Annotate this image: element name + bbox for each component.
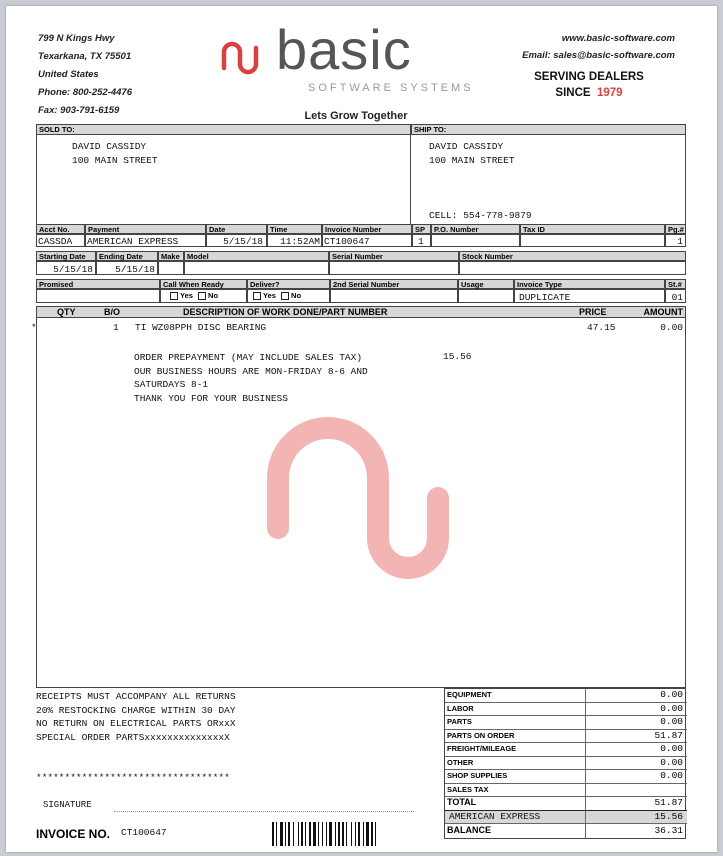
barcode-bar (298, 822, 299, 846)
store-cell (665, 289, 686, 303)
tax-id-cell (520, 234, 665, 247)
note-line: THANK YOU FOR YOUR BUSINESS (134, 392, 288, 404)
serving-text: SERVING DEALERS (534, 71, 644, 83)
make-label: Make (158, 251, 184, 261)
stock-number-cell (459, 261, 686, 275)
barcode-bar (355, 822, 356, 846)
deliver-label: Deliver? (247, 279, 330, 289)
cwr-no-checkbox[interactable] (198, 292, 206, 300)
barcode-bar (288, 822, 290, 846)
cwr-yes-label: Yes (180, 291, 193, 300)
ship-to-street: 100 MAIN STREET (429, 155, 515, 166)
note-line: SATURDAYS 8-1 (134, 379, 209, 390)
date-cell (206, 234, 267, 247)
deliver-no-checkbox[interactable] (281, 292, 289, 300)
barcode-bar (326, 822, 327, 846)
address-line: United States (38, 69, 99, 80)
ending-date-value: 5/15/18 (115, 264, 155, 275)
barcode-bar (318, 822, 319, 846)
logo-icon (220, 38, 260, 78)
total-row-label: SHOP SUPPLIES (447, 771, 508, 780)
model-label: Model (184, 251, 329, 261)
note-line: OUR BUSINESS HOURS ARE MON-FRIDAY 8-6 AND (134, 365, 368, 377)
barcode-bar (285, 822, 286, 846)
promised-cell (36, 289, 160, 303)
description-header: DESCRIPTION OF WORK DONE/PART NUMBER (183, 307, 388, 317)
total-row-value: 0.00 (660, 743, 683, 754)
total-row-value: 0.00 (660, 716, 683, 727)
second-serial-cell (330, 289, 458, 303)
watermark-logo-icon (263, 413, 453, 613)
balance-row (445, 824, 687, 839)
logo-subtitle: SOFTWARE SYSTEMS (308, 82, 474, 94)
deliver-yes-label: Yes (263, 291, 276, 300)
signature-label: SIGNATURE (43, 800, 92, 810)
address-line: 799 N Kings Hwy (38, 33, 115, 44)
make-cell (158, 261, 184, 275)
policy-line: SPECIAL ORDER PARTSxxxxxxxxxxxxxxX (36, 731, 230, 743)
invoice-number-value: CT100647 (324, 236, 370, 247)
cwr-no-label: No (208, 291, 219, 300)
date-value: 5/15/18 (223, 236, 263, 247)
total-row (445, 743, 687, 757)
barcode-bar (358, 822, 360, 846)
invoice-number-label: Invoice Number (322, 224, 412, 234)
po-label: P.O. Number (431, 224, 520, 234)
total-row (445, 703, 687, 717)
page-label: Pg.# (665, 224, 686, 234)
barcode-bar (301, 822, 303, 846)
signature-line[interactable] (114, 811, 414, 812)
total-row-label: LABOR (447, 703, 474, 713)
barcode-bar (313, 822, 316, 846)
barcode-bar (276, 822, 277, 846)
amount-header: AMOUNT (643, 307, 683, 317)
usage-cell (458, 289, 514, 303)
total-row-label: SALES TAX (447, 784, 489, 794)
barcode-bar (335, 822, 336, 846)
company-contact (522, 30, 675, 64)
store-label: St.# (665, 279, 686, 289)
total-row (445, 784, 687, 798)
total-row (445, 730, 687, 744)
star-line: ********************************** (36, 772, 230, 783)
barcode-bar (375, 822, 376, 846)
sold-to-header: SOLD TO: (36, 124, 411, 135)
item-description: TI WZ08PPH DISC BEARING (135, 322, 267, 333)
payment-value: AMERICAN EXPRESS (87, 236, 179, 247)
item-mark: * (31, 322, 37, 333)
time-value: 11:52AM (280, 236, 320, 247)
sold-to-box (36, 134, 411, 228)
barcode-bar (293, 822, 294, 846)
stock-number-label: Stock Number (459, 251, 686, 261)
table-row (31, 322, 685, 334)
sp-label: SP (412, 224, 431, 234)
invoice-number-cell (322, 234, 412, 247)
total-row (445, 770, 687, 784)
ending-date-cell (96, 261, 158, 275)
prepayment-amount: 15.56 (443, 351, 472, 362)
payment-amount: 15.56 (654, 810, 683, 822)
payment-row (445, 811, 687, 825)
barcode (272, 822, 442, 846)
invoice-type-cell (514, 289, 665, 303)
balance-label: BALANCE (447, 825, 491, 835)
invoice-type-value: DUPLICATE (519, 292, 571, 303)
acct-value: CASSDA (38, 236, 73, 247)
second-serial-label: 2nd Serial Number (330, 279, 458, 289)
qty-header: QTY (57, 307, 76, 317)
barcode-bar (366, 822, 369, 846)
invoice-page (6, 6, 717, 852)
invoice-no-label: INVOICE NO. (36, 827, 111, 841)
total-row-value: 51.87 (654, 729, 683, 741)
sold-to-street: 100 MAIN STREET (72, 155, 158, 166)
time-cell (267, 234, 322, 247)
total-row (445, 716, 687, 730)
total-row (445, 689, 687, 703)
barcode-bar (322, 822, 323, 846)
call-when-ready-label: Call When Ready (160, 279, 247, 289)
grand-total-row (445, 797, 687, 811)
invoice-type-label: Invoice Type (514, 279, 665, 289)
total-row-label: FREIGHT/MILEAGE (447, 744, 517, 753)
time-label: Time (267, 224, 322, 234)
acct-label: Acct No. (36, 224, 85, 234)
date-label: Date (206, 224, 267, 234)
tagline: Lets Grow Together (304, 110, 408, 122)
total-row-label: OTHER (447, 757, 474, 767)
barcode-bar (272, 822, 274, 846)
website-link[interactable]: www.basic-software.com (561, 33, 675, 44)
total-row-value: 0.00 (660, 770, 683, 781)
company-address (38, 30, 132, 120)
ship-to-box (410, 134, 686, 228)
policy-line: NO RETURN ON ELECTRICAL PARTS ORxxX (36, 718, 236, 729)
grand-total-label: TOTAL (447, 797, 477, 807)
fax: Fax: 903-791-6159 (38, 105, 120, 116)
total-row-label: PARTS (447, 717, 472, 726)
barcode-bar (363, 822, 364, 846)
item-price: 47.15 (587, 322, 616, 333)
ending-date-label: Ending Date (96, 251, 158, 261)
payment-method-label: AMERICAN EXPRESS (449, 810, 541, 822)
deliver-yes-checkbox[interactable] (253, 292, 261, 300)
since-year: 1979 (596, 87, 623, 99)
email-link[interactable]: Email: sales@basic-software.com (522, 50, 675, 61)
policy-line: RECEIPTS MUST ACCOMPANY ALL RETURNS (36, 691, 236, 702)
usage-label: Usage (458, 279, 514, 289)
cwr-yes-checkbox[interactable] (170, 292, 178, 300)
barcode-bar (329, 822, 332, 846)
tax-id-label: Tax ID (520, 224, 665, 234)
policy-line: 20% RESTOCKING CHARGE WITHIN 30 DAY (36, 704, 236, 716)
sp-cell (412, 234, 431, 247)
barcode-bar (351, 822, 352, 846)
serving-dealers (514, 69, 664, 101)
phone: Phone: 800-252-4476 (38, 87, 132, 98)
po-cell (431, 234, 520, 247)
serial-number-label: Serial Number (329, 251, 459, 261)
barcode-bar (280, 822, 283, 846)
balance-value: 36.31 (654, 825, 683, 836)
ship-to-header: SHIP TO: (411, 124, 686, 135)
page-value: 1 (677, 236, 683, 247)
acct-cell (36, 234, 85, 247)
barcode-bar (338, 822, 340, 846)
barcode-bar (309, 822, 311, 846)
ship-to-cell: CELL: 554-778-9879 (429, 210, 532, 221)
price-header: PRICE (579, 307, 607, 317)
note-line: ORDER PREPAYMENT (MAY INCLUDE SALES TAX) (134, 352, 363, 363)
starting-date-label: Starting Date (36, 251, 96, 261)
logo-wordmark: basic (276, 18, 412, 81)
sold-to-name: DAVID CASSIDY (72, 141, 147, 152)
since-text: SINCE (555, 87, 591, 99)
bo-header: B/O (104, 307, 121, 317)
sp-value: 1 (418, 236, 424, 247)
barcode-bar (305, 822, 306, 846)
grand-total-value: 51.87 (654, 797, 683, 808)
totals-box (444, 688, 686, 839)
call-when-ready-cell (160, 289, 247, 303)
item-qty: 1 (113, 322, 119, 333)
barcode-bar (342, 822, 344, 846)
return-policy (36, 690, 236, 744)
invoice-notes (134, 351, 368, 405)
total-row-label: PARTS ON ORDER (447, 730, 515, 740)
promised-label: Promised (36, 279, 160, 289)
address-line: Texarkana, TX 75501 (38, 51, 132, 62)
ship-to-name: DAVID CASSIDY (429, 141, 504, 152)
total-row-value: 0.00 (660, 756, 683, 768)
store-value: 01 (671, 292, 683, 303)
total-row (445, 757, 687, 771)
payment-label: Payment (85, 224, 206, 234)
page-cell (665, 234, 686, 247)
barcode-bar (346, 822, 347, 846)
total-row-label: EQUIPMENT (447, 690, 492, 699)
starting-date-cell (36, 261, 96, 275)
item-amount: 0.00 (660, 322, 683, 333)
barcode-bar (371, 822, 373, 846)
payment-cell (85, 234, 206, 247)
items-body (31, 317, 686, 688)
serial-number-cell (329, 261, 459, 275)
deliver-no-label: No (291, 291, 302, 300)
invoice-no-value: CT100647 (121, 827, 167, 838)
deliver-cell (247, 289, 330, 303)
starting-date-value: 5/15/18 (53, 264, 93, 275)
total-row-value: 0.00 (660, 689, 683, 700)
model-cell (184, 261, 329, 275)
total-row-value: 0.00 (660, 702, 683, 714)
